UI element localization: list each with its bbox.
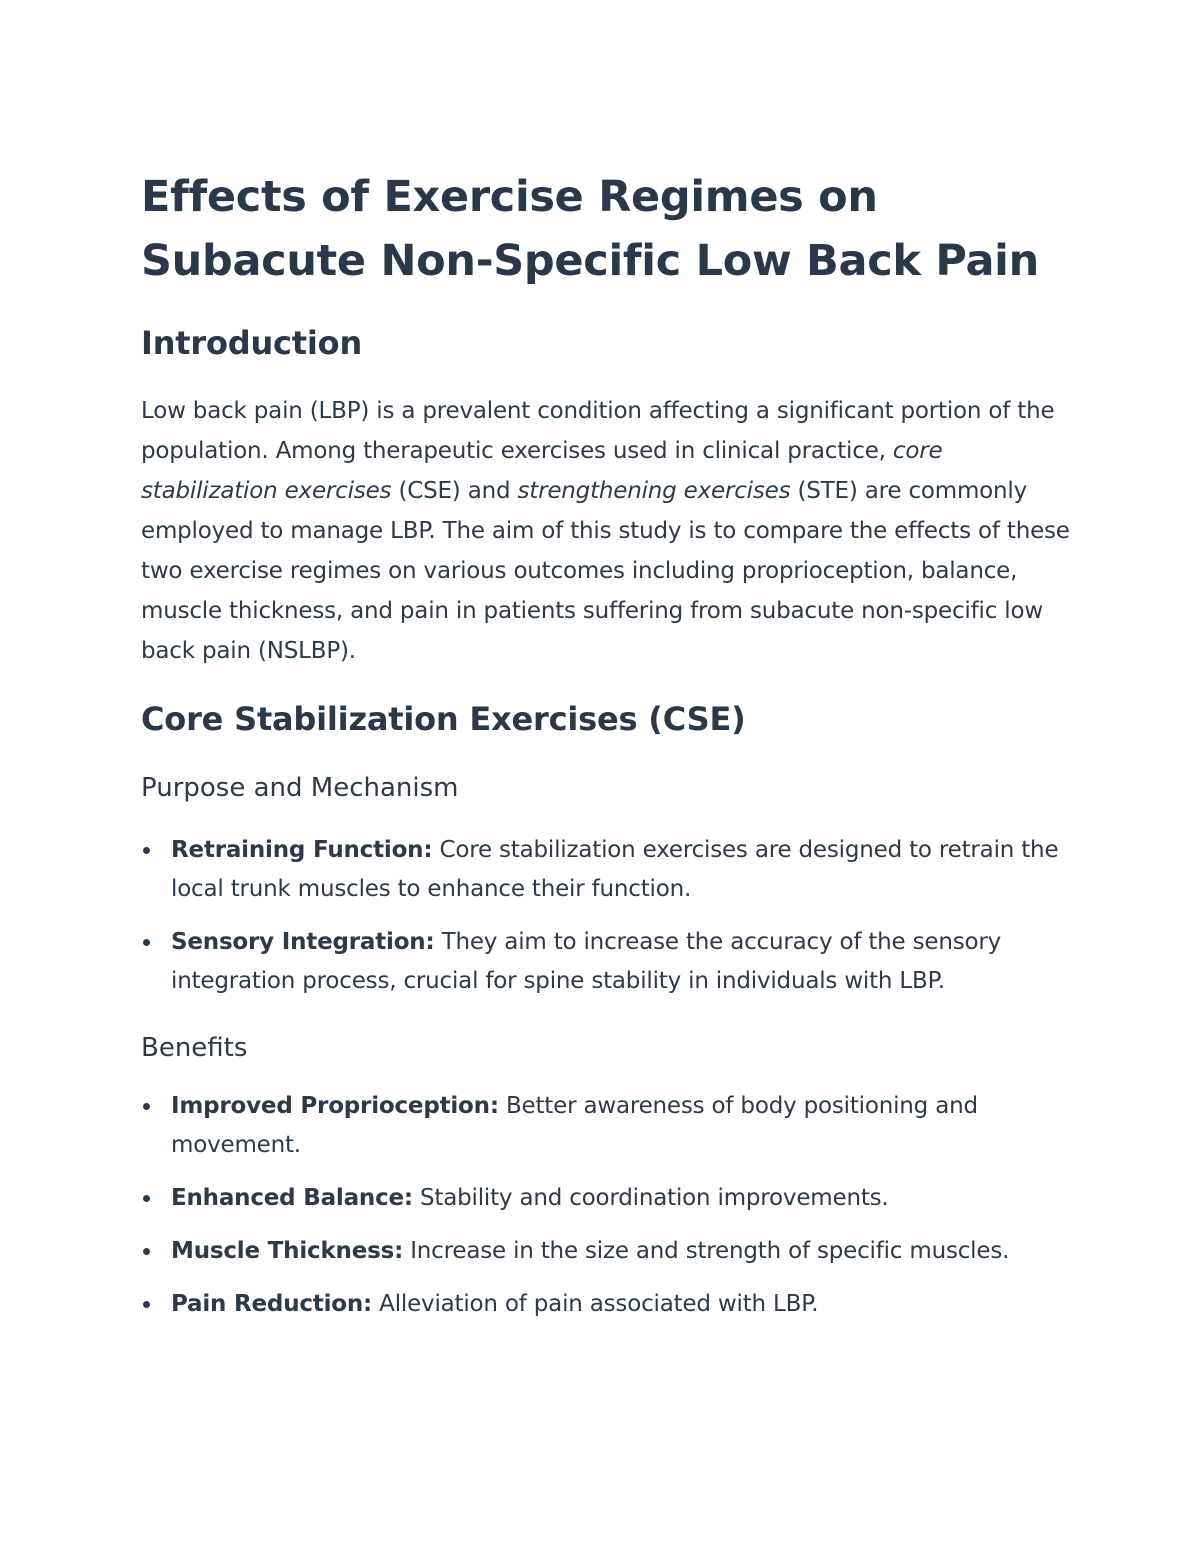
- intro-emphasis-cse: core stabilization exercises: [141, 438, 943, 504]
- purpose-mechanism-heading: Purpose and Mechanism: [141, 773, 459, 803]
- list-item-label: Pain Reduction:: [171, 1291, 373, 1317]
- introduction-paragraph: [141, 391, 1071, 671]
- list-item-text: Better awareness of body positioning and movement.: [171, 1093, 978, 1158]
- bullet-icon: [143, 1248, 150, 1255]
- list-item: [141, 1179, 1071, 1218]
- intro-text-part-2: (CSE) and: [391, 478, 518, 504]
- bullet-icon: [143, 847, 150, 854]
- benefits-list: [141, 1087, 1071, 1324]
- list-item-label: Improved Proprioception:: [171, 1093, 499, 1119]
- list-item-text: Core stabilization exercises are designed to retrain the local trunk muscles to enhance their function.: [171, 837, 1059, 902]
- bullet-icon: [143, 939, 150, 946]
- list-item-text: Alleviation of pain associated with LBP.: [372, 1291, 819, 1317]
- intro-text-part-1: Low back pain (LBP) is a prevalent condition affecting a significant portion of the population. Among therapeutic exercises used in clinical practice,: [141, 398, 1055, 464]
- benefits-heading: Benefits: [141, 1033, 248, 1063]
- cse-heading: Core Stabilization Exercises (CSE): [141, 700, 746, 738]
- list-item: [141, 1285, 1071, 1324]
- list-item: [141, 1232, 1071, 1271]
- list-item: [141, 923, 1071, 1001]
- purpose-list: [141, 831, 1071, 1001]
- introduction-heading: Introduction: [141, 324, 363, 362]
- bullet-icon: [143, 1195, 150, 1202]
- list-item-label: Enhanced Balance:: [171, 1185, 413, 1211]
- intro-text-part-3: (STE) are commonly employed to manage LBP. The aim of this study is to compare the effects of these two exercise regimes on various outcomes including proprioception, balance, muscle thickness, and pain in patients suffering from subacute non-specific low back pain (NSLBP).: [141, 478, 1070, 664]
- bullet-icon: [143, 1103, 150, 1110]
- list-item-text: Stability and coordination improvements.: [412, 1185, 889, 1211]
- document-title: Effects of Exercise Regimes on Subacute Non-Specific Low Back Pain: [141, 172, 1039, 286]
- list-item-label: Muscle Thickness:: [171, 1238, 404, 1264]
- list-item: [141, 831, 1071, 909]
- list-item-label: Sensory Integration:: [171, 929, 435, 955]
- list-item-label: Retraining Function:: [171, 837, 433, 863]
- list-item-text: Increase in the size and strength of specific muscles.: [403, 1238, 1010, 1264]
- bullet-icon: [143, 1301, 150, 1308]
- document-page: [141, 165, 1071, 1324]
- intro-emphasis-ste: strengthening exercises: [517, 478, 791, 504]
- list-item: [141, 1087, 1071, 1165]
- list-item-text: They aim to increase the accuracy of the sensory integration process, crucial for spine stability in individuals with LBP.: [171, 929, 1002, 994]
